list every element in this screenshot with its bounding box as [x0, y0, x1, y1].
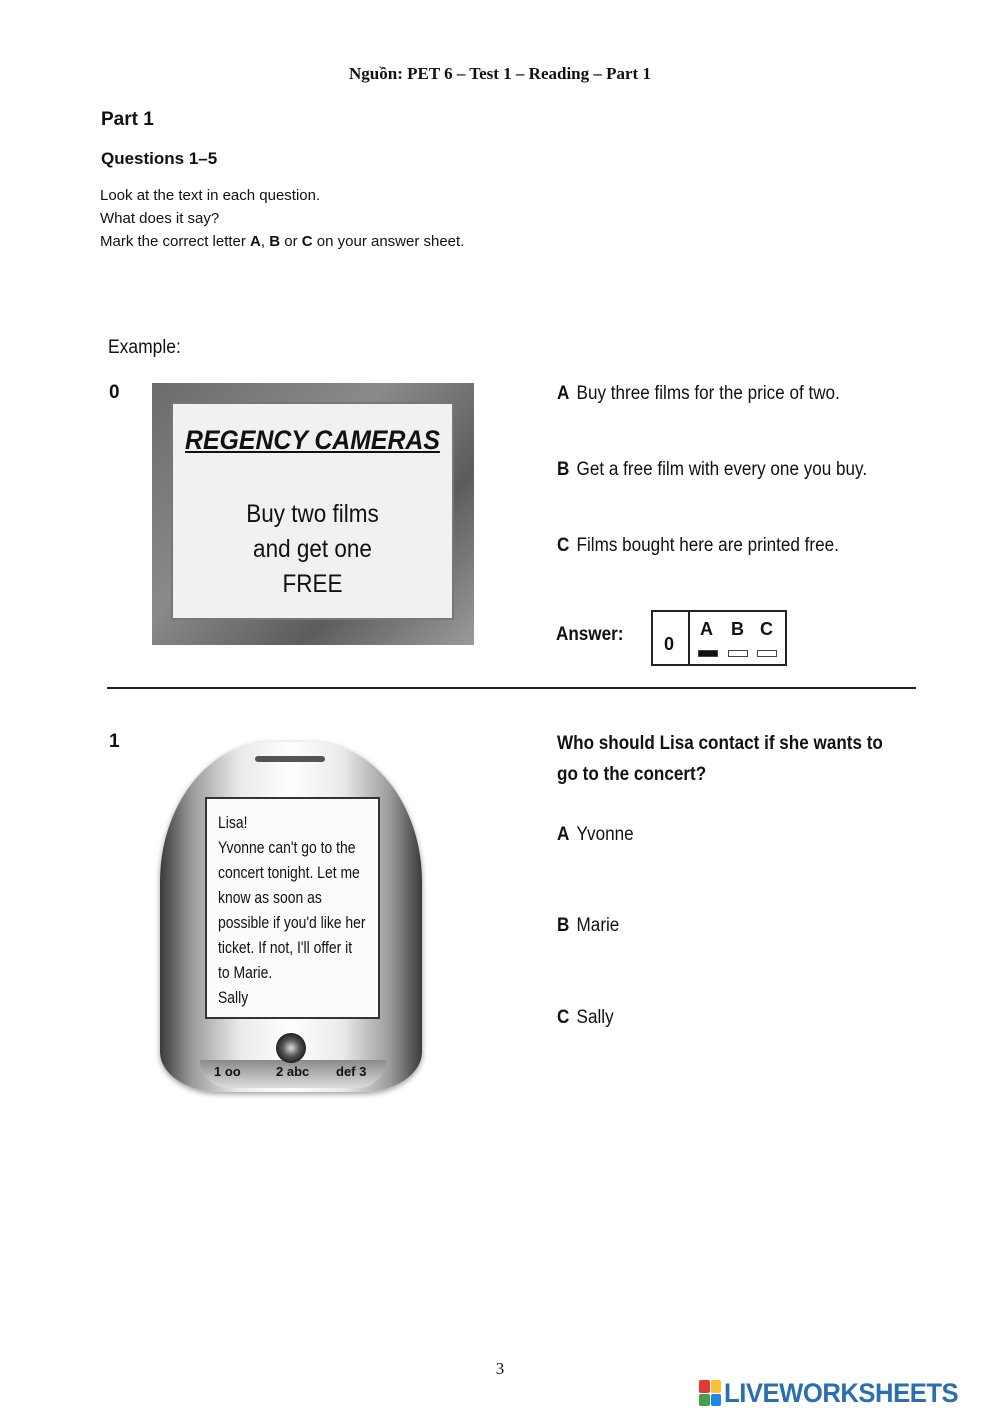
- logo-tile: [711, 1394, 722, 1407]
- instruction-text: ,: [260, 233, 270, 250]
- instruction-text: or: [280, 233, 302, 250]
- phone-key-3: def 3: [336, 1064, 367, 1079]
- page-number: 3: [495, 1359, 505, 1378]
- answer-label: Answer:: [556, 624, 624, 645]
- answer-letter-b: B: [731, 619, 744, 639]
- source-header: Nguồn: PET 6 – Test 1 – Reading – Part 1: [349, 64, 651, 83]
- phone-nav-button-icon: [276, 1033, 306, 1063]
- option-text: Buy three films for the price of two.: [576, 383, 840, 404]
- instruction-line-1: Look at the text in each question.: [100, 187, 321, 204]
- option-letter: B: [557, 915, 570, 936]
- sign-line-1: Buy two films: [246, 500, 379, 528]
- answer-mark-c[interactable]: [757, 650, 777, 657]
- instruction-text: Mark the correct letter: [100, 233, 251, 250]
- answer-letter-a: A: [700, 619, 713, 639]
- letter-b: B: [269, 233, 281, 250]
- phone-key-2: 2 abc: [276, 1064, 310, 1079]
- instruction-text: on your answer sheet.: [312, 233, 465, 250]
- letter-c: C: [301, 233, 313, 250]
- option-text: Sally: [576, 1007, 614, 1028]
- option-letter: C: [557, 1007, 570, 1028]
- option-text: Get a free film with every one you buy.: [576, 459, 868, 480]
- logo-tile: [711, 1380, 722, 1393]
- logo-tile: [699, 1380, 710, 1393]
- question-1-text-line-1: Who should Lisa contact if she wants to: [557, 733, 883, 754]
- liveworksheets-logo[interactable]: [699, 1376, 971, 1410]
- logo-tile: [699, 1394, 710, 1407]
- example-option-c: [557, 535, 839, 557]
- example-label: Example:: [108, 337, 181, 358]
- answer-mark-a[interactable]: [698, 650, 718, 657]
- sign-body: [185, 497, 440, 602]
- question-1-number: 1: [109, 731, 120, 752]
- question-1-option-c[interactable]: [557, 1007, 614, 1029]
- logo-tiles-icon: [699, 1380, 721, 1406]
- section-divider: [107, 687, 916, 689]
- phone-key-1: 1 oo: [214, 1064, 241, 1079]
- option-text: Marie: [576, 915, 620, 936]
- example-option-a: [557, 383, 840, 405]
- option-letter: C: [557, 535, 570, 556]
- sign-title: REGENCY CAMERAS: [185, 425, 440, 455]
- instruction-line-3: [100, 233, 464, 250]
- answer-mark-b[interactable]: [728, 650, 748, 657]
- question-1-option-b[interactable]: [557, 915, 619, 937]
- letter-a: A: [250, 233, 261, 250]
- option-letter: A: [557, 383, 570, 404]
- answer-number: 0: [664, 634, 675, 654]
- part-title: Part 1: [101, 109, 154, 130]
- sign-line-2: and get one: [253, 535, 372, 563]
- sign-line-3: FREE: [282, 570, 343, 598]
- example-number: 0: [109, 382, 120, 403]
- option-text: Yvonne: [576, 824, 634, 845]
- logo-text: LIVEWORKSHEETS: [724, 1377, 959, 1408]
- instruction-line-2: What does it say?: [100, 210, 220, 227]
- example-option-b: [557, 459, 867, 481]
- phone-message: Lisa! Yvonne can't go to the concert tonight. Let me know as soon as possible if you'd like her ticket. If not, I'll offer it to Marie. Sally: [218, 813, 366, 1007]
- phone-speaker: [255, 756, 325, 762]
- questions-range: Questions 1–5: [101, 149, 218, 168]
- answer-letter-c: C: [760, 619, 773, 639]
- question-1-text-line-2: go to the concert?: [557, 764, 707, 785]
- question-1-option-a[interactable]: [557, 824, 634, 846]
- option-letter: A: [557, 824, 570, 845]
- option-text: Films bought here are printed free.: [576, 535, 839, 556]
- answer-box-divider: [688, 610, 690, 666]
- option-letter: B: [557, 459, 570, 480]
